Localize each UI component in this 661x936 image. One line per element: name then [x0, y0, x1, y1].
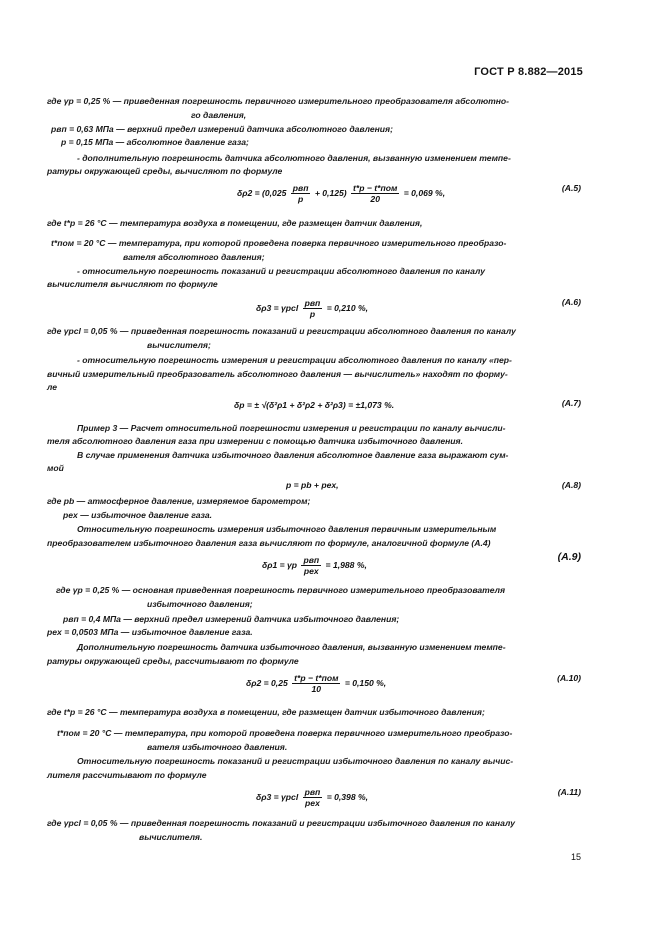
text-line: t*пом = 20 °С — температура, при которой проведена поверка первичного измерительного преобразо-	[57, 728, 513, 738]
text-line: где pb — атмосферное давление, измеряемое барометром;	[47, 496, 311, 506]
document-header: ГОСТ Р 8.882—2015	[474, 66, 583, 78]
text-line: где γр = 0,25 % — основная приведенная погрешность первичного измерительного преобразователя	[56, 585, 506, 595]
equation-number: (А.9)	[557, 551, 581, 563]
text-line: t*пом = 20 °С — температура, при которой проведена поверка первичного измерительного преобразо-	[51, 238, 507, 248]
text-line: pex — избыточное давление газа.	[63, 510, 213, 520]
equation-a11: δρ3 = γpcl $\frac{\text{pвп}}{\text{pex}}$ = 0,398 %,	[256, 787, 369, 808]
equation-number: (А.11)	[557, 787, 581, 797]
text-line: ле	[47, 382, 58, 392]
text-line: - относительную погрешность показаний и регистрации абсолютного давления по каналу	[77, 266, 486, 276]
text-line: вателя избыточного давления.	[147, 742, 288, 752]
text-line: - относительную погрешность измерения и регистрации абсолютного давления по каналу «пер-	[77, 355, 512, 365]
page-number: 15	[570, 852, 581, 862]
text-line: вичный измерительный преобразователь абсолютного давления — вычислитель» находят по форму-	[47, 369, 508, 379]
equation-number: (А.7)	[561, 398, 581, 408]
text-line: теля абсолютного давления газа при измерении с помощью датчика избыточного давления.	[47, 436, 463, 446]
text-line: Относительную погрешность показаний и регистрации избыточного давления по каналу вычис-	[77, 756, 514, 766]
text-line: где γpcl = 0,05 % — приведенная погрешность показаний и регистрации избыточного давления по каналу	[47, 818, 516, 828]
text-line: где t*р = 26 °С — температура воздуха в помещении, где размещен датчик давления,	[47, 218, 423, 228]
text-line: лителя рассчитывают по формуле	[47, 770, 207, 780]
equation-a8: p = pb + pex,	[286, 480, 339, 490]
equation-a9: δρ1 = γр $\frac{\text{pвп}}{\text{pex}}$ = 1,988 %,	[262, 555, 367, 576]
text-line: где t*р = 26 °С — температура воздуха в помещении, где размещен датчик избыточного давления;	[47, 707, 485, 717]
text-line: p = 0,15 МПа — абсолютное давление газа;	[61, 137, 249, 147]
text-line: вателя абсолютного давления;	[123, 252, 265, 262]
equation-a10: δρ2 = 0,25 $\frac{\text{t*р − t*пом}}{10}$ = 0,150 %,	[246, 673, 387, 694]
text-line: pex = 0,0503 МПа — избыточное давление газа.	[47, 627, 253, 637]
text-line: преобразователем избыточного давления газа вычисляют по формуле, аналогичной формуле (А.4)	[47, 538, 491, 548]
text-line: ратуры окружающей среды, рассчитывают по формуле	[47, 656, 299, 666]
text-line: го давления,	[191, 110, 247, 120]
equation-number: (А.5)	[561, 183, 581, 193]
text-line: мой	[47, 463, 64, 473]
text-line: избыточного давления;	[147, 599, 253, 609]
text-line: где γр = 0,25 % — приведенная погрешность первичного измерительного преобразователя абсолютно-	[47, 96, 510, 106]
text-line: Пример 3 — Расчет относительной погрешности измерения и регистрации по каналу вычисли-	[77, 423, 506, 433]
text-line: вычислителя.	[139, 832, 203, 842]
text-line: Относительную погрешность измерения избыточного давления первичным измерительным	[77, 524, 497, 534]
text-line: где γpcl = 0,05 % — приведенная погрешность показаний и регистрации абсолютного давления по каналу	[47, 326, 516, 336]
equation-a6: δρ3 = γpcl $\frac{\text{pвп}}{p}$ = 0,210 %,	[256, 298, 369, 319]
text-line: В случае применения датчика избыточного давления абсолютное давление газа выражают сум-	[77, 450, 509, 460]
text-line: - дополнительную погрешность датчика абсолютного давления, вызванную изменением темпе-	[77, 153, 511, 163]
text-line: вычислителя вычисляют по формуле	[47, 279, 218, 289]
equation-number: (А.8)	[561, 480, 581, 490]
equation-a5: δρ2 = (0,025 $\frac{\text{pвп}}{p}$ + 0,125) $\frac{\text{t*р − t*пом}}{20}$ = 0,069 %,	[237, 183, 446, 204]
text-line: ратуры окружающей среды, вычисляют по формуле	[47, 166, 283, 176]
equation-number: (А.10)	[557, 673, 581, 683]
text-line: pвп = 0,63 МПа — верхний предел измерений датчика абсолютного давления;	[51, 124, 393, 134]
text-line: Дополнительную погрешность датчика избыточного давления, вызванную изменением темпе-	[77, 642, 506, 652]
equation-a7: δр = ± √(δ²ρ1 + δ²ρ2 + δ²ρ3) = ±1,073 %.	[234, 400, 395, 410]
text-line: вычислителя;	[147, 340, 211, 350]
equation-number: (А.6)	[561, 297, 581, 307]
text-line: pвп = 0,4 МПа — верхний предел измерений датчика избыточного давления;	[63, 614, 400, 624]
